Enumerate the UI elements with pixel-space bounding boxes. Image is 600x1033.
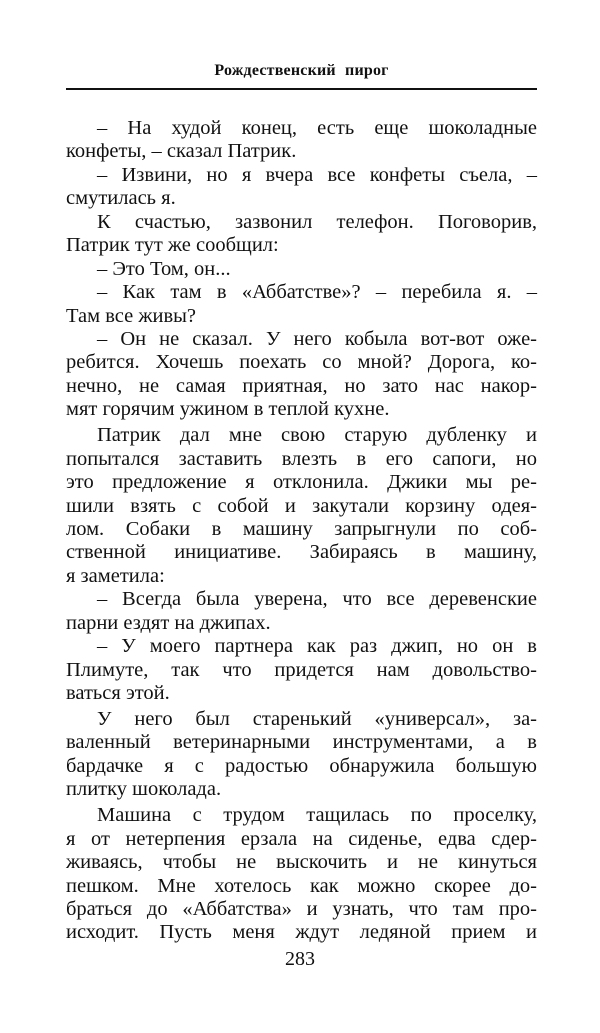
- text-line: я заметила:: [66, 564, 165, 587]
- text-line: плитку шоколада.: [66, 778, 222, 801]
- text-line: смутилась я.: [66, 187, 176, 210]
- paragraph: [66, 588, 537, 635]
- text-line: – Извини, но я вчера все конфеты съела, –: [97, 163, 537, 186]
- text-line: парни ездят на джипах.: [66, 611, 271, 634]
- text-line: валенный ветеринарными инструментами, а в: [66, 731, 537, 754]
- text-line: К счастью, зазвонил телефон. Поговорив,: [97, 210, 537, 233]
- text-line: исходит. Пусть меня ждут ледяной прием и: [66, 921, 537, 944]
- running-header: Рождественский пирог: [214, 62, 389, 79]
- text-line: – Он не сказал. У него кобыла вот-вот оже-: [97, 327, 537, 350]
- text-line: Там все живы?: [66, 304, 197, 327]
- text-line: нечно, не самая приятная, но зато нас накор-: [66, 374, 537, 397]
- paragraph: [66, 804, 537, 945]
- text-line: живаясь, чтобы не выскочить и не кинуться: [66, 851, 537, 874]
- text-line: ваться этой.: [66, 682, 170, 704]
- text-line: это предложение я отклонила. Джики мы ре-: [66, 471, 537, 494]
- text-line: пешком. Мне хотелось как можно скорее до-: [66, 874, 537, 897]
- text-line: лом. Собаки в машину запрыгнули по соб-: [66, 517, 537, 540]
- paragraph: [66, 117, 537, 164]
- text-line: Плимуте, так что придется нам довольство-: [66, 658, 537, 681]
- paragraph: [66, 328, 537, 422]
- text-line: я от нетерпения ерзала на сиденье, едва сдер-: [66, 827, 537, 850]
- text-line: браться до «Аббатства» и узнать, что там про-: [66, 897, 537, 920]
- text-line: ребится. Хочешь поехать со мной? Дорога, ко-: [66, 351, 537, 374]
- text-line: Патрик тут же сообщил:: [66, 234, 279, 257]
- text-line: мят горячим ужином в теплой кухне.: [66, 398, 390, 421]
- page-number: 283: [285, 948, 315, 970]
- paragraph: [66, 281, 537, 328]
- page-body: [66, 117, 537, 945]
- text-line: – Как там в «Аббатстве»? – перебила я. –: [97, 281, 537, 304]
- text-line: Патрик дал мне свою старую дубленку и: [97, 424, 537, 447]
- text-line: – Всегда была уверена, что все деревенские: [97, 588, 537, 611]
- text-line: Машина с трудом тащилась по проселку,: [97, 804, 537, 827]
- text-line: – У моего партнера как раз джип, но он в: [97, 635, 537, 658]
- paragraph: [66, 708, 537, 802]
- header-rule: [66, 88, 537, 90]
- text-line: – Это Том, он...: [97, 257, 231, 280]
- text-line: шили взять с собой и закутали корзину одея-: [66, 494, 537, 517]
- paragraph: [66, 164, 537, 211]
- text-line: – На худой конец, есть еще шоколадные: [97, 117, 537, 139]
- paragraph: [66, 635, 537, 705]
- text-line: конфеты, – сказал Патрик.: [66, 140, 297, 163]
- paragraph: [66, 211, 537, 258]
- text-line: У него был старенький «универсал», за-: [97, 707, 537, 730]
- text-line: попытался заставить влезть в его сапоги, но: [66, 447, 537, 470]
- paragraph: [66, 424, 537, 588]
- text-line: ственной инициативе. Забираясь в машину,: [66, 541, 537, 564]
- text-line: бардачке я с радостью обнаружила большую: [66, 754, 537, 777]
- paragraph: [66, 258, 537, 281]
